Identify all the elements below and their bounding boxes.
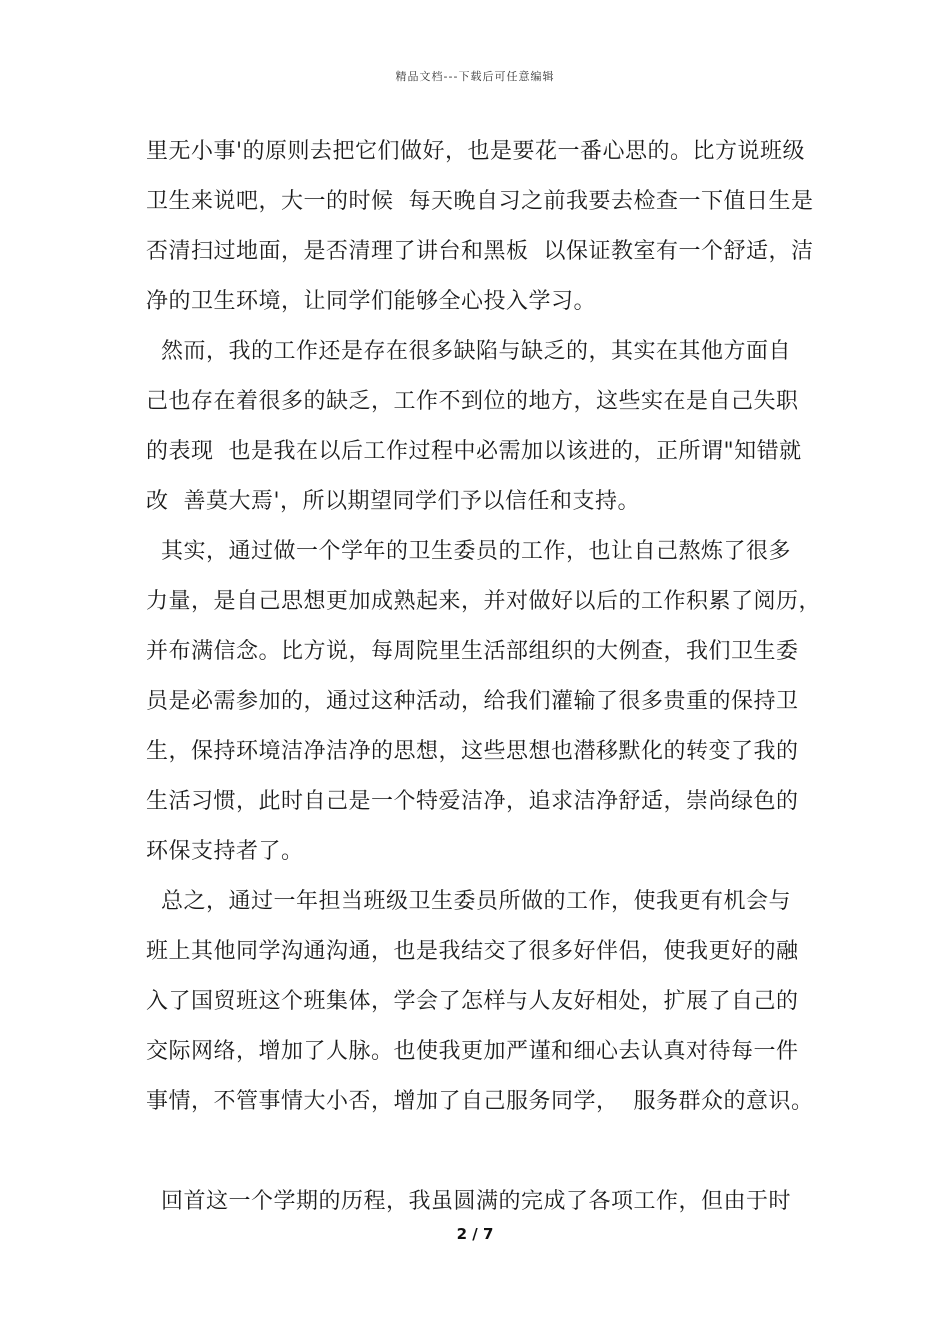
page-number: 2 / 7 [456,1225,494,1243]
text-line: 的表现 也是我在以后工作过程中必需加以该进的，正所谓"知错就 [146,439,802,464]
page-header: 精品文档---下载后可任意编辑 [395,70,555,83]
text-line: 入了国贸班这个班集体，学会了怎样与人友好相处，扩展了自己的 [146,989,799,1014]
text-line: 并布满信念。比方说，每周院里生活部组织的大例查，我们卫生委 [146,639,799,664]
text-line: 己也存在着很多的缺乏，工作不到位的地方，这些实在是自己失职 [146,389,799,414]
text-line: 回首这一个学期的历程，我虽圆满的完成了各项工作，但由于时 [146,1189,791,1214]
text-line: 否清扫过地面，是否清理了讲台和黑板 以保证教室有一个舒适，洁 [146,239,814,264]
text-line: 净的卫生环境，让同学们能够全心投入学习。 [146,289,597,314]
text-line: 员是必需参加的，通过这种活动，给我们灌输了很多贵重的保持卫 [146,689,799,714]
text-line: 生，保持环境洁净洁净的思想，这些思想也潜移默化的转变了我的 [146,739,799,764]
text-line: 其实，通过做一个学年的卫生委员的工作，也让自己熬炼了很多 [146,539,791,564]
text-line: 生活习惯，此时自己是一个特爱洁净，追求洁净舒适，崇尚绿色的 [146,789,799,814]
text-line: 里无小事'的原则去把它们做好，也是要花一番心思的。比方说班级 [146,139,806,164]
document-body [146,127,822,1227]
text-line: 改 善莫大焉'，所以期望同学们予以信任和支持。 [146,489,641,514]
text-line: 力量，是自己思想更加成熟起来，并对做好以后的工作积累了阅历， [146,589,822,614]
text-line: 卫生来说吧，大一的时候 每天晚自习之前我要去检查一下值日生是 [146,189,814,214]
text-line: 班上其他同学沟通沟通，也是我结交了很多好伴侣，使我更好的融 [146,939,799,964]
text-line: 环保支持者了。 [146,839,304,864]
text-line: 事情，不管事情大小否，增加了自己服务同学， 服务群众的意识。 [146,1089,814,1114]
paragraph-gap [146,1127,818,1177]
text-line: 然而，我的工作还是存在很多缺陷与缺乏的，其实在其他方面自 [146,339,791,364]
text-line: 总之，通过一年担当班级卫生委员所做的工作，使我更有机会与 [146,889,791,914]
text-line: 交际网络，增加了人脉。也使我更加严谨和细心去认真对待每一件 [146,1039,799,1064]
